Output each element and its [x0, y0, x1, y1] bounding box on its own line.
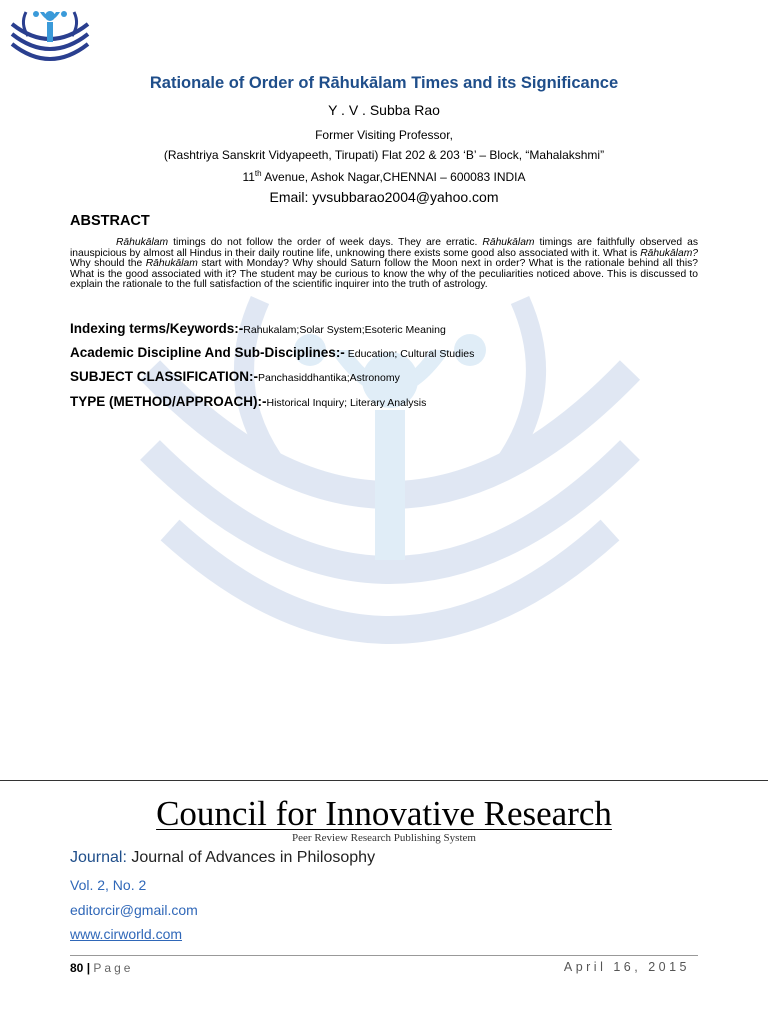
page-footer: 80 | Page [70, 961, 134, 975]
discipline-row: Academic Discipline And Sub-Disciplines:- Education; Cultural Studies [70, 345, 475, 360]
affiliation-line-1: Former Visiting Professor, [315, 128, 453, 142]
footer-divider [70, 955, 698, 956]
publisher-name: Council for Innovative Research [156, 794, 612, 833]
paper-title [0, 74, 768, 93]
title-term: Rāhukālam [318, 74, 407, 92]
affiliation-line-3: 11th Avenue, Ashok Nagar,CHENNAI – 600083 INDIA [242, 169, 526, 184]
page-number: 80 [70, 961, 84, 975]
abstract-text: Rāhukālam timings do not follow the order of week days. They are erratic. Rāhukālam timings are faithfully observed as inauspicious by almost all Hindus in their daily routine life, unknowing there exists some good also associated with it. What is Rāhukālam? Why should the Rāhukālam start with Monday? Why should Saturn follow the Moon next in order? What is the rationale behind all this? What is the good associated with it? The student may be curious to know the why of the peculiarities noticed above. This is discussed to explain the rationale to the full satisfaction of the scientific inquirer into the truth of astrology. [70, 237, 699, 291]
footer-date: April 16, 2015 [563, 960, 690, 974]
volume-info: Vol. 2, No. 2 [70, 877, 147, 893]
abstract-heading: ABSTRACT [70, 213, 150, 229]
author-name: Y . V . Subba Rao [328, 102, 440, 118]
subject-classification-row: SUBJECT CLASSIFICATION:-Panchasiddhantika;Astronomy [70, 369, 400, 384]
website-link[interactable]: www.cirworld.com [70, 926, 183, 942]
title-prefix: Rationale of Order of [149, 74, 319, 92]
page-word: Page [93, 961, 134, 975]
title-suffix: Times and its Significance [406, 74, 619, 92]
keywords-row: Indexing terms/Keywords:-Rahukalam;Solar System;Esoteric Meaning [70, 321, 446, 336]
publisher-tagline: Peer Review Research Publishing System [292, 832, 476, 844]
method-type-row: TYPE (METHOD/APPROACH):-Historical Inquiry; Literary Analysis [70, 394, 427, 409]
author-email: Email: yvsubbarao2004@yahoo.com [269, 189, 499, 205]
cir-logo-icon [6, 4, 94, 68]
affiliation-line-2: (Rashtriya Sanskrit Vidyapeeth, Tirupati) Flat 202 & 203 ‘B’ – Block, “Mahalakshmi” [163, 148, 605, 162]
divider [0, 780, 768, 781]
publisher-email-link[interactable]: editorcir@gmail.com [70, 902, 198, 918]
journal-line: Journal: Journal of Advances in Philosophy [70, 849, 376, 866]
